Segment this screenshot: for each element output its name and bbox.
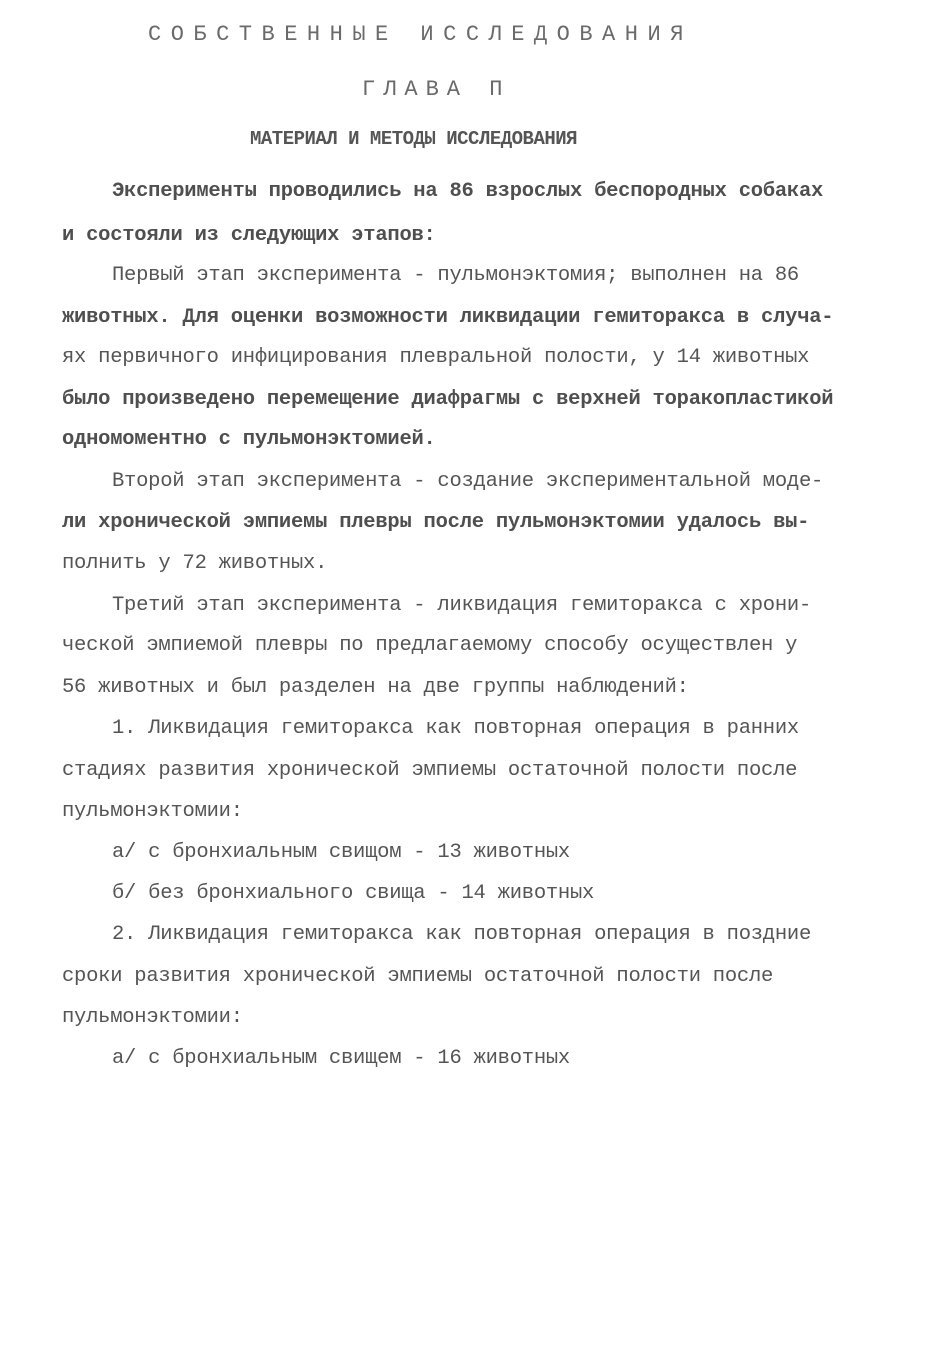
chapter-subheading: МАТЕРИАЛ И МЕТОДЫ ИССЛЕДОВАНИЯ: [250, 128, 578, 150]
list-item: а/ с бронхиальным свищем - 16 животных: [112, 1047, 570, 1070]
document-heading: СОБСТВЕННЫЕ ИССЛЕДОВАНИЯ: [148, 22, 693, 47]
text-line: 56 животных и был разделен на две группы наблюдений:: [62, 676, 689, 699]
text-line: 1. Ликвидация гемиторакса как повторная операция в ранних: [112, 717, 799, 740]
text-line: Первый этап эксперимента - пульмонэктомия; выполнен на 86: [112, 264, 799, 287]
text-line: ческой эмпиемой плевры по предлагаемому способу осуществлен у: [62, 634, 798, 657]
text-line: полнить у 72 животных.: [62, 552, 328, 575]
text-line: пульмонэктомии:: [62, 800, 243, 823]
text-line: пульмонэктомии:: [62, 1006, 243, 1029]
text-line: стадиях развития хронической эмпиемы остаточной полости после: [62, 759, 798, 782]
text-line: ли хронической эмпиемы плевры после пульмонэктомии удалось вы-: [62, 511, 810, 534]
text-line: Второй этап эксперимента - создание экспериментальной моде-: [112, 470, 824, 493]
text-line: 2. Ликвидация гемиторакса как повторная операция в поздние: [112, 923, 812, 946]
text-line: животных. Для оценки возможности ликвидации гемиторакса в случа-: [62, 306, 834, 329]
list-item: а/ с бронхиальным свищом - 13 животных: [112, 841, 570, 864]
text-line: одномоментно с пульмонэктомией.: [62, 428, 436, 451]
text-line: было произведено перемещение диафрагмы с верхней торакопластикой: [62, 388, 834, 411]
text-line: и состояли из следующих этапов:: [62, 224, 436, 247]
text-line: сроки развития хронической эмпиемы остаточной полости после: [62, 965, 774, 988]
text-line: ях первичного инфицирования плевральной полости, у 14 животных: [62, 346, 810, 369]
list-item: б/ без бронхиального свища - 14 животных: [112, 882, 595, 905]
text-line: Эксперименты проводились на 86 взрослых беспородных собаках: [112, 180, 824, 203]
text-line: Третий этап эксперимента - ликвидация гемиторакса с хрони-: [112, 594, 812, 617]
chapter-title: ГЛАВА П: [362, 77, 511, 102]
